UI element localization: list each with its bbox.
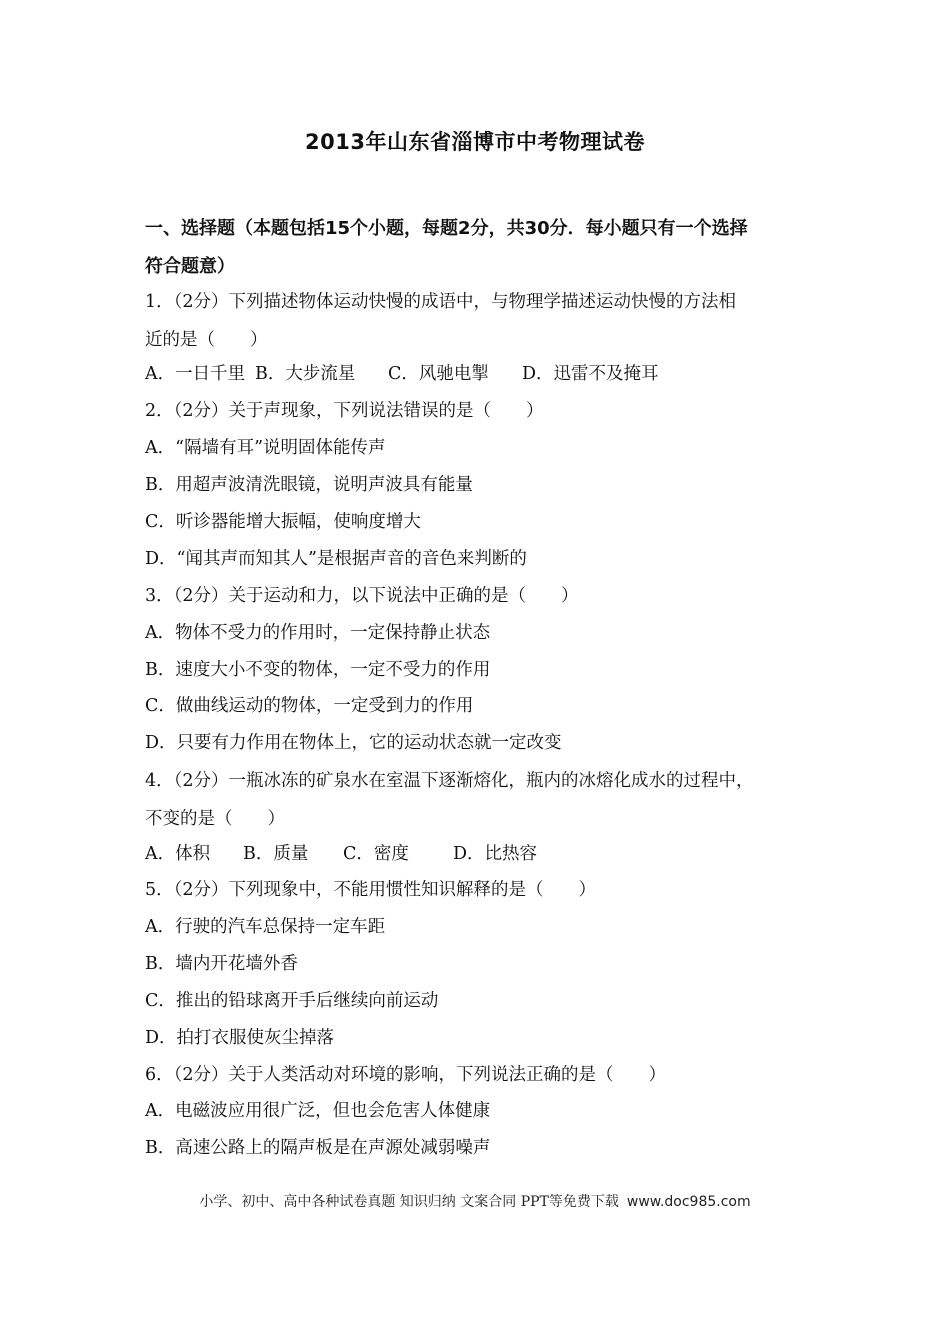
question-5-option-d: D．拍打衣服使灰尘掉落	[145, 1028, 335, 1048]
question-3-option-a: A．物体不受力的作用时，一定保持静止状态	[145, 623, 491, 643]
question-1-option-a: A．一日千里	[145, 364, 246, 384]
question-2-option-b: B．用超声波清洗眼镜，说明声波具有能量	[145, 475, 473, 495]
question-5-option-b: B．墙内开花墙外香	[145, 954, 298, 974]
question-5-option-c: C．推出的铅球离开手后继续向前运动	[145, 991, 439, 1011]
question-2-option-c: C．听诊器能增大振幅，使响度增大	[145, 512, 421, 532]
footer-url[interactable]: www.doc985.com	[626, 1194, 751, 1210]
question-4-option-b: B．质量	[243, 844, 309, 864]
section-heading-line2: 符合题意）	[145, 256, 235, 277]
question-1-option-c: C．风驰电掣	[388, 364, 489, 384]
page-title: 2013年山东省淄博市中考物理试卷	[305, 130, 645, 154]
question-4-option-c: C．密度	[343, 844, 409, 864]
question-3-option-d: D．只要有力作用在物体上，它的运动状态就一定改变	[145, 733, 562, 753]
question-1-options	[145, 362, 659, 386]
question-3-stem: 3．（2分）关于运动和力，以下说法中正确的是（ ）	[145, 586, 579, 606]
question-6-stem: 6．（2分）关于人类活动对环境的影响，下列说法正确的是（ ）	[145, 1065, 667, 1085]
question-5-option-a: A．行驶的汽车总保持一定车距	[145, 917, 386, 937]
question-1-stem-line2: 近的是（ ）	[145, 330, 268, 350]
question-6-option-a: A．电磁波应用很广泛，但也会危害人体健康	[145, 1101, 491, 1121]
question-1-stem-line1: 1．（2分）下列描述物体运动快慢的成语中，与物理学描述运动快慢的方法相	[145, 292, 737, 312]
question-4-stem-line1: 4．（2分）一瓶冰冻的矿泉水在室温下逐渐熔化，瓶内的冰熔化成水的过程中，	[145, 771, 754, 791]
page-footer	[0, 1191, 950, 1211]
question-3-option-c: C．做曲线运动的物体，一定受到力的作用	[145, 696, 474, 716]
question-4-stem-line2: 不变的是（ ）	[145, 809, 285, 829]
question-4-option-a: A．体积	[145, 844, 211, 864]
question-4-option-d: D．比热容	[453, 844, 538, 864]
question-2-option-a: A．“隔墙有耳”说明固体能传声	[145, 438, 386, 458]
footer-text: 小学、初中、高中各种试卷真题 知识归纳 文案合同 PPT等免费下载	[199, 1194, 619, 1210]
question-2-stem: 2．（2分）关于声现象，下列说法错误的是（ ）	[145, 401, 544, 421]
section-heading	[145, 210, 825, 286]
question-3-option-b: B．速度大小不变的物体，一定不受力的作用	[145, 660, 491, 680]
question-6-option-b: B．高速公路上的隔声板是在声源处减弱噪声	[145, 1138, 491, 1158]
question-4-options	[145, 842, 537, 866]
question-2-option-d: D．“闻其声而知其人”是根据声音的音色来判断的	[145, 549, 527, 569]
question-5-stem: 5．（2分）下列现象中，不能用惯性知识解释的是（ ）	[145, 880, 597, 900]
question-1-option-d: D．迅雷不及掩耳	[522, 364, 659, 384]
question-1-option-b: B．大步流星	[255, 364, 356, 384]
section-heading-line1: 一、选择题（本题包括15个小题，每题2分，共30分．每小题只有一个选择	[145, 218, 748, 239]
